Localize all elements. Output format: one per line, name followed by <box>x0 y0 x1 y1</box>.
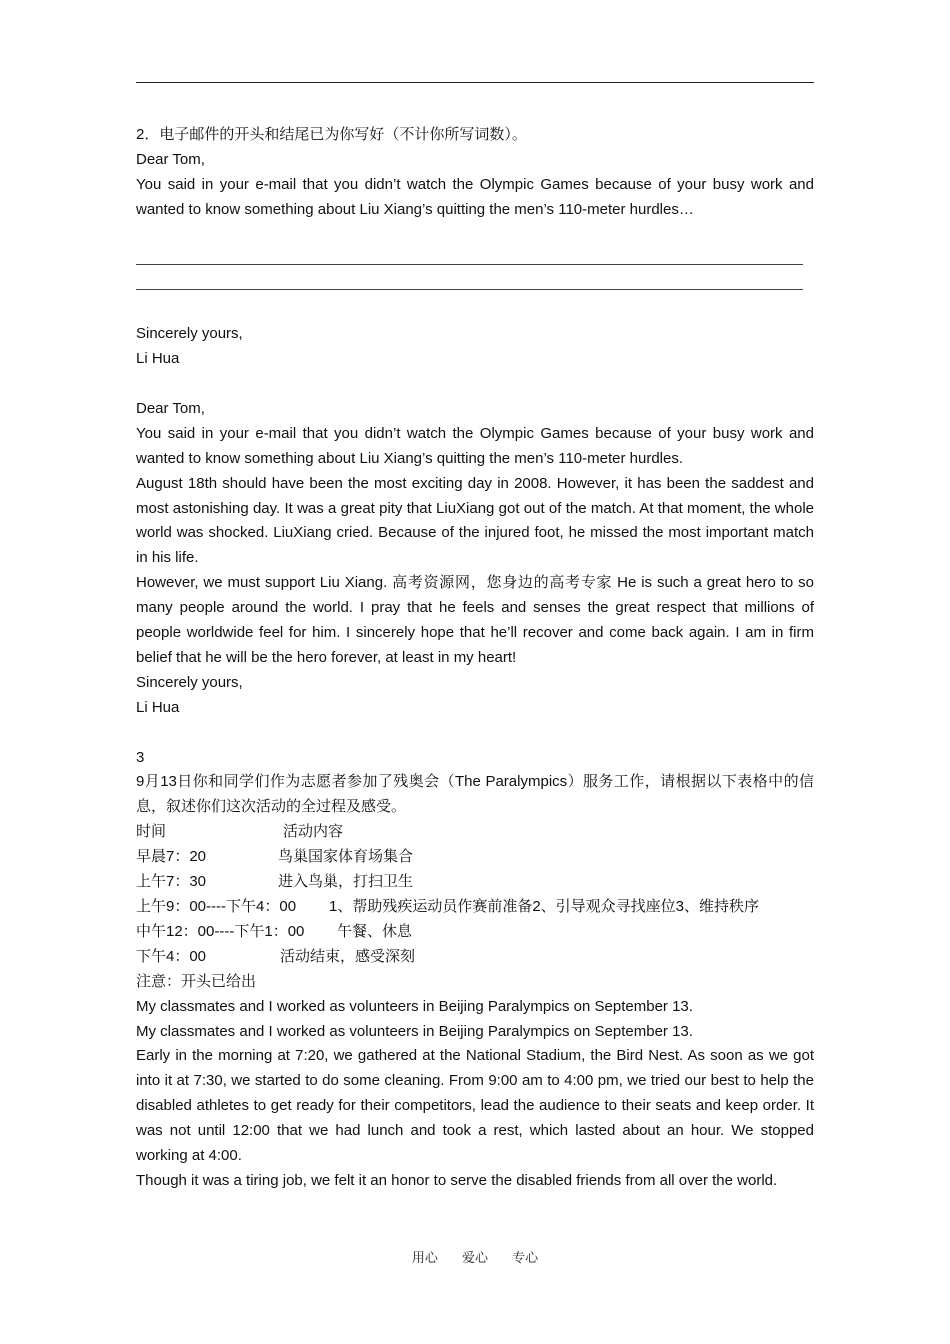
section2-instruction: 2．电子邮件的开头和结尾已为你写好（不计你所写词数）。 <box>136 126 527 143</box>
answer2-closing: Sincerely yours, <box>136 673 243 691</box>
table-cell-time: 中午12：00----下午1：00 <box>136 922 305 940</box>
table-row <box>136 870 814 895</box>
answer2-greeting: Dear Tom, <box>136 399 205 417</box>
table-row <box>136 895 814 920</box>
section3-note: 注意：开头已给出 <box>136 972 257 990</box>
footer-motto-3: 专心 <box>512 1251 539 1266</box>
table-cell-activity: 午餐、休息 <box>337 922 413 940</box>
section3-number: 3 <box>136 748 145 766</box>
table-row <box>136 845 814 870</box>
table-cell-time: 上午9：00----下午4：00 <box>136 898 297 915</box>
answer2-para3: However, we must support Liu Xiang. 高考资源网，您身边的高考专家 He is such a great hero to so many people around the world. I pray that he feels and senses the great respect that millions of people worldwide feel for him. I sincerely hope that he’ll recover and come back again. I am in firm belief that he will be the hero forever, at least in my heart! <box>136 574 819 666</box>
answer3-para1: Early in the morning at 7:20, we gathered at the National Stadium, the Bird Nest. As soon as we got into it at 7:30, we started to do some cleaning. From 9:00 am to 4:00 pm, we tried our best to help the disabled athletes to get ready for their competitors, lead the audience to their seats and keep order. It was not until 12:00 that we had lunch and took a rest, which lasted about an hour. We stopped working at 4:00. <box>136 1047 819 1165</box>
answer-blank-line <box>136 272 814 297</box>
table-cell-activity: 1、帮助残疾运动员作赛前准备2、引导观众寻找座位3、维持秩序 <box>329 898 760 915</box>
table-row <box>136 945 814 970</box>
section3-opening: My classmates and I worked as volunteers in Beijing Paralympics on September 13. <box>136 997 693 1015</box>
section2-closing: Sincerely yours, <box>136 325 243 343</box>
spacer <box>136 223 814 248</box>
spacer <box>136 721 814 746</box>
section2-greeting: Dear Tom, <box>136 150 205 168</box>
table-header-activity: 活动内容 <box>283 823 344 841</box>
section2-signature: Li Hua <box>136 350 180 368</box>
table-cell-activity: 鸟巢国家体育场集合 <box>278 848 414 866</box>
section3-instruction: 9月13日你和同学们作为志愿者参加了残奥会（The Paralympics）服务工作，请根据以下表格中的信息，叙述你们这次活动的全过程及感受。 <box>136 773 814 816</box>
answer2-para2: August 18th should have been the most exciting day in 2008. However, it has been the saddest and most astonishing day. It was a great pity that LiuXiang got out of the match. At that moment, the whole world was shocked. LiuXiang cried. Because of the injured foot, he missed the most important match in his life. <box>136 474 819 567</box>
answer-blank-line <box>136 248 814 273</box>
answer3-opening: My classmates and I worked as volunteers in Beijing Paralympics on September 13. <box>136 1022 693 1040</box>
table-header <box>136 820 814 845</box>
spacer <box>136 297 814 322</box>
answer2-signature: Li Hua <box>136 698 180 716</box>
table-row <box>136 920 814 945</box>
table-cell-time: 下午4：00 <box>136 947 207 965</box>
header-rule <box>136 82 814 83</box>
page-footer <box>0 1247 950 1266</box>
answer3-para2: Though it was a tiring job, we felt it an honor to serve the disabled friends from all over the world. <box>136 1171 778 1189</box>
document-body <box>136 123 819 1194</box>
table-cell-time: 早晨7：20 <box>136 848 207 866</box>
table-cell-activity: 进入鸟巢，打扫卫生 <box>278 873 414 891</box>
answer2-para1: You said in your e-mail that you didn’t watch the Olympic Games because of your busy work and wanted to know something about Liu Xiang’s quitting the men’s 110-meter hurdles. <box>136 424 819 467</box>
footer-motto-2: 爱心 <box>461 1251 488 1266</box>
footer-motto-1: 用心 <box>411 1251 438 1266</box>
section2-prompt: You said in your e-mail that you didn’t watch the Olympic Games because of your busy work and wanted to know something about Liu Xiang’s quitting the men’s 110-meter hurdles… <box>136 175 819 218</box>
table-header-time: 时间 <box>136 823 167 841</box>
spacer <box>136 372 814 397</box>
table-cell-time: 上午7：30 <box>136 873 207 891</box>
table-cell-activity: 活动结束，感受深刻 <box>280 947 416 965</box>
